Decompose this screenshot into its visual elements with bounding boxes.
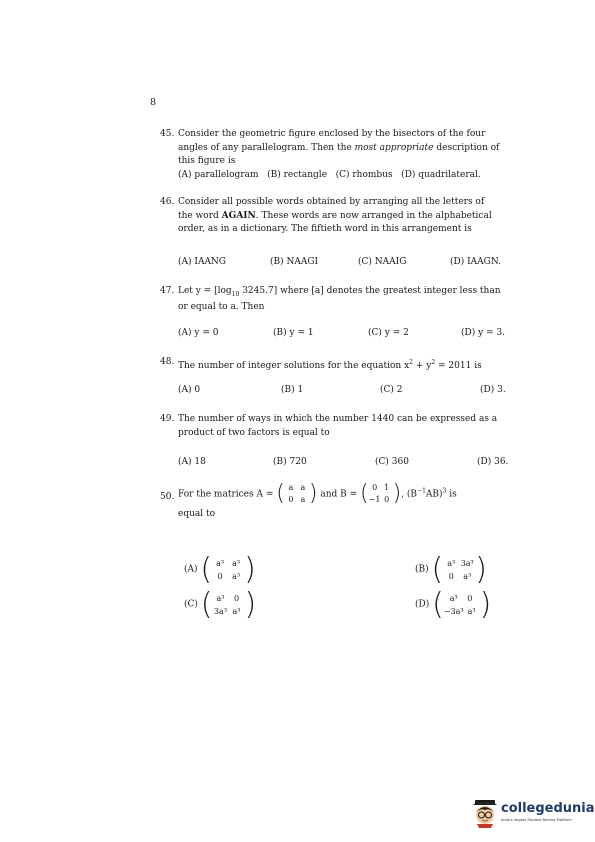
option-b: (B) y = 1: [273, 328, 314, 338]
option-c: (C) 360: [375, 457, 409, 467]
option-d: (D) 36.: [477, 457, 509, 467]
option-c-matrix: ( a³ 0 3a³ a³ ): [200, 587, 257, 622]
option-a-matrix: ( a³ a³ 0 a³ ): [200, 552, 256, 587]
option-c: (C) NAAIG: [358, 257, 407, 267]
option-a: (A) IAANG: [178, 257, 227, 267]
question-47: [160, 285, 510, 315]
question-text: equal to: [178, 509, 216, 519]
question-number: 47.: [160, 286, 175, 296]
option-b: (B) 1: [281, 385, 304, 395]
question-text: The number of integer solutions for the equation $x^2 + y^2 = 2011$ is: [178, 359, 482, 371]
option-c: (C) 2: [380, 385, 403, 395]
option-d: (D) y = 3.: [461, 328, 506, 338]
option-d: (D) 3.: [480, 385, 506, 395]
question-text: order, as in a dictionary. The fiftieth word in this arrangement is: [178, 224, 472, 235]
option-d: (D) IAAGN.: [450, 257, 502, 267]
question-text: Consider the geometric figure enclosed by the bisectors of the four: [178, 129, 486, 139]
option-a: (A) y = 0: [178, 328, 219, 338]
option-b: (B) NAAGI: [270, 257, 319, 267]
option-b: (B) ( a³ 3a³ 0 a³ ): [415, 552, 487, 587]
question-number: 49.: [160, 414, 175, 424]
option-b: (B) 720: [273, 457, 307, 467]
option-a: (A) 18: [178, 457, 206, 467]
question-number: 45.: [160, 129, 175, 139]
option-d-matrix: ( a³ 0 −3a³ a³ ): [432, 587, 492, 622]
question-50: [160, 482, 520, 522]
option-a: (A) ( a³ a³ 0 a³ ): [184, 552, 256, 587]
question-text: angles of any parallelogram. Then the most appropriate description of: [178, 142, 500, 153]
question-text: or equal to a. Then: [178, 302, 265, 313]
question-49: [160, 413, 510, 440]
option-d: (D) ( a³ 0 −3a³ a³ ): [415, 587, 492, 622]
answer-options: (A) parallelogram (B) rectangle (C) rhombus (D) quadrilateral.: [178, 169, 481, 180]
question-number: 46.: [160, 197, 175, 207]
question-text: the word AGAIN. These words are now arranged in the alphabetical: [178, 210, 492, 221]
matrix-b: ( 0 1 −1 0 ): [360, 481, 402, 507]
question-number: 50.: [160, 492, 175, 502]
question-text: product of two factors is equal to: [178, 427, 330, 438]
option-a: (A) 0: [178, 385, 201, 395]
mascot-icon: [471, 798, 499, 828]
logo-tagline: India's largest Student Review Platform: [501, 818, 572, 822]
option-b-matrix: ( a³ 3a³ 0 a³ ): [431, 552, 487, 587]
collegedunia-logo: [471, 798, 595, 832]
question-text: Let $y = [\log_{10}$ 3245.7] where [a] denotes the greatest integer less than: [178, 286, 501, 298]
option-c: (C) y = 2: [368, 328, 409, 338]
bold-word: AGAIN: [221, 210, 256, 221]
question-text: this figure is: [178, 156, 236, 167]
question-text: Consider all possible words obtained by arranging all the letters of: [178, 197, 485, 207]
page-number: 8: [150, 97, 157, 108]
option-c: (C) ( a³ 0 3a³ a³ ): [184, 587, 257, 622]
question-text: For the matrices A = ( a a 0 a ) and B = ( 0 1 −1 0 ), $(B^{-1}AB)^3$ is: [178, 481, 457, 507]
question-46: [160, 196, 510, 237]
matrix-a: ( a a 0 a ): [276, 481, 318, 507]
question-45: [160, 128, 510, 182]
question-number: 48.: [160, 357, 175, 367]
question-text: The number of ways in which the number 1440 can be expressed as a: [178, 414, 498, 424]
logo-name: collegedunia: [501, 801, 595, 816]
question-48: [160, 356, 510, 374]
emphasis-text: most appropriate: [354, 142, 434, 153]
